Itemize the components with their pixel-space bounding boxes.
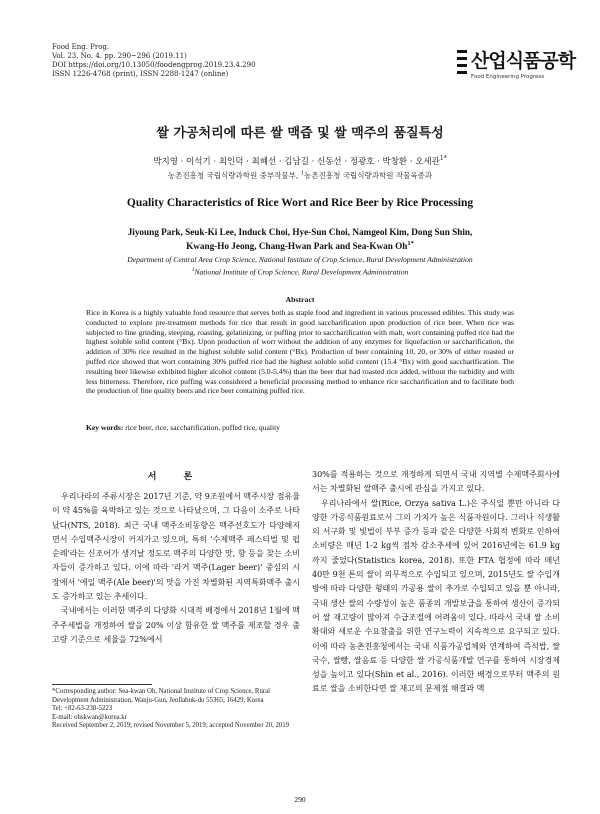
body-paragraph: 우리나라에서 쌀(Rice, Orzya sativa L.)은 주식일 뿐만 아니라 다양한 가공식품원료로서 그의 가치가 높은 식품자원이다. 그러나 식생활의 서구화 및 빛법이 부부 증가 등과 같은 다양한 사회적 변화로 인하여 소비량은 매년 1-2 kg씩 점차 감소추세에 있어 2016년에는 61.9 kg까지 줄었다(Statistics korea, 2018). 또한 FTA 협정에 따라 매년 40만 9천 톤의 쌀이 의무적으로 수입되고 있으며, 2015년도 쌀 수입개방에 따라 다양한 형태의 가공용 쌀이 추가로 수입되고 있을 뿐 아니라, 국내 생산 쌀의 수량성이 높은 품종의 개발보급을 통하여 생산이 증가되어 쌀 재고량이 많아져 수급조절에 어려움이 있다. 따라서 국내 쌀 소비확대와 새로운 수요창출을 위한 연구노력이 지속적으로 요구되고 있다. 이에 따라 농촌진흥청에서는 국내 식품가공업체와 연계하여 즉석밥, 쌀국수, 쌀빵, 쌀음료 등 다양한 쌀 가공식품개발 연구를 통하여 시장경제성을 높이고 있다(Shin et al., 2016). 이러한 배경으로부터 맥주의 원료로 쌀을 소비한다면 쌀 재고의 문제점 해결과 맥 — [312, 498, 560, 694]
page-number: 290 — [294, 795, 306, 804]
footnote-corresponding: *Corresponding author: Sea-kwan Oh, National Institute of Crop Science, Rural Development Administration, Wanju-Gun, Jeollabuk-do 55365, 16429, Korea — [52, 688, 271, 704]
affiliation-korean — [0, 170, 600, 181]
body-paragraph: 30%를 적용하는 것으로 개정하게 되면서 국내 지역별 수제맥주회사에서는 차별화된 쌀맥주 출시에 관심을 가지고 있다. — [312, 470, 560, 494]
abstract-heading: Abstract — [285, 295, 315, 304]
journal-doi: DOI https://doi.org/10.13050/foodengprog.2019.23.4.290 — [52, 61, 256, 69]
footnote-divider — [52, 684, 152, 685]
affiliation-english-1: Department of Central Area Crop Science, National Institute of Crop Science, Rural Development Administration — [127, 255, 473, 264]
body-paragraph: 우리나라의 주류시장은 2017년 기준, 약 9조원에서 맥주시장 점유율이 약 45%를 육박하고 있는 것으로 나타났으며, 그 다음이 소주로 나타났다(NTS, 2018). 최근 국내 맥주소비동향은 맥주선호도가 다양해지면서 수입맥주시장이 커져가고 있으며, 특히 '수제맥주 페스티벌 및 펍순례'라는 신조어가 생겨날 정도로 맥주의 다양한 맛, 향 등을 찾는 소비자들이 증가하고 있다. 이에 따라 '라거 맥주(Lager beer)' 중심의 시장에서 '에일 맥주(Ale beer)'의 맛을 가진 차별화된 지역특화맥주 출시도 증가하고 있는 추세이다. — [52, 492, 300, 602]
affiliation-english-mark: 1 — [191, 267, 195, 273]
title-english: Quality Characteristics of Rice Wort and Rice Beer by Rice Processing — [126, 197, 474, 209]
authors-english-line1: Jiyoung Park, Seuk-Ki Lee, Induck Choi, Hye-Sun Choi, Namgeol Kim, Dong Sun Shin, — [127, 227, 473, 237]
logo-icon — [455, 48, 469, 76]
keywords-text: rice beer, rice, saccharification, puffed rice, quality — [125, 423, 280, 432]
journal-volume: Vol. 23, No. 4. pp. 290~296 (2019.11) — [52, 52, 187, 60]
affiliation-korean-mark: 1 — [300, 170, 305, 177]
logo-subtitle: Food Engineering Progress — [471, 74, 545, 80]
affiliation-english-2-wrap — [40, 265, 560, 278]
logo-text: 산업식품공학 — [471, 50, 576, 72]
authors-english — [60, 226, 540, 252]
journal-issn: ISSN 1226-4768 (print), ISSN 2288-1247 (online) — [52, 70, 229, 78]
affiliation-english — [40, 255, 560, 278]
affiliation-korean-1: 농촌진흥청 국립식량과학원 중부작물부, — [167, 171, 301, 180]
section-heading: 서 론 — [147, 472, 205, 482]
body-paragraph: 국내에서는 이러한 맥주의 다양화 시대적 배경에서 2018년 1월에 맥주주세법을 개정하여 쌀을 20% 이상 함유한 쌀 맥주를 제조할 경우 출고량 기준으로 세율을 72%에서 — [52, 606, 300, 644]
authors-english-line2-wrap — [60, 238, 540, 252]
left-column — [52, 468, 300, 647]
journal-logo — [455, 46, 576, 94]
right-column — [312, 468, 560, 697]
journal-meta — [52, 43, 256, 79]
keywords — [86, 423, 514, 432]
abstract-text: Rice in Korea is a highly valuable food resource that serves both as staple food and ingredient in various processed edibles. This study was conducted to explore pre-treatment methods for rice that result in good saccharification upon production of rice beer. When rice was subjected to fine grinding, steeping, roasting, gelatinizing, or puffing prior to saccharification with malt, wort containing puffed rice had the highest soluble solid content (°Bx). Upon production of wort without the addition of any enzymes for liquefaction or saccharification, the addition of 30% rice resulted in the highest soluble solid content (°Bx). Production of beer containing 10, 20, or 30% of either roasted or puffed rice showed that wort containing 30% puffed rice had the highest soluble solid content (15.4 °Bx) with good saccharification. The resulting beer likewise exhibited higher alcohol content (5.0-5.4%) than the beer that had roasted rice added, without the turbidity and with less bitterness. Therefore, rice puffing was considered a beneficial processing method to enhance rice saccharification and to facilitate both the production of fine quality beers and rice beer containing puffed rice. — [86, 308, 514, 396]
keywords-label: Key words: — [86, 423, 124, 432]
journal-name: Food Eng. Prog. — [52, 43, 110, 51]
footnote-tel: Tel: +82-63-238-5223 — [52, 705, 113, 713]
footnote-email: E-mail: ohskwan@korea.kr — [52, 713, 127, 721]
affiliation-english-2: National Institute of Crop Science, Rural Development Administration — [194, 267, 409, 277]
authors-korean — [0, 155, 600, 167]
authors-english-line2: Kwang-Ho Jeong, Chang-Hwan Park and Sea-Kwan Oh — [186, 241, 408, 252]
footnote-dates: Received September 2, 2019; revised November 5, 2019; accepted November 20, 2019 — [52, 722, 290, 730]
footnote — [52, 688, 300, 731]
authors-korean-names: 박지영 · 이석기 · 최인덕 · 최혜선 · 김남길 · 신동선 · 정광호 · 박창환 · 오세관 — [153, 157, 440, 167]
title-korean: 쌀 가공처리에 따른 쌀 맥즙 및 쌀 맥주의 품질특성 — [156, 126, 444, 141]
authors-korean-mark: 1* — [439, 155, 447, 163]
affiliation-korean-2: 농촌진흥청 국립식량과학원 작물육종과 — [304, 171, 433, 180]
authors-english-mark: 1* — [407, 240, 414, 247]
